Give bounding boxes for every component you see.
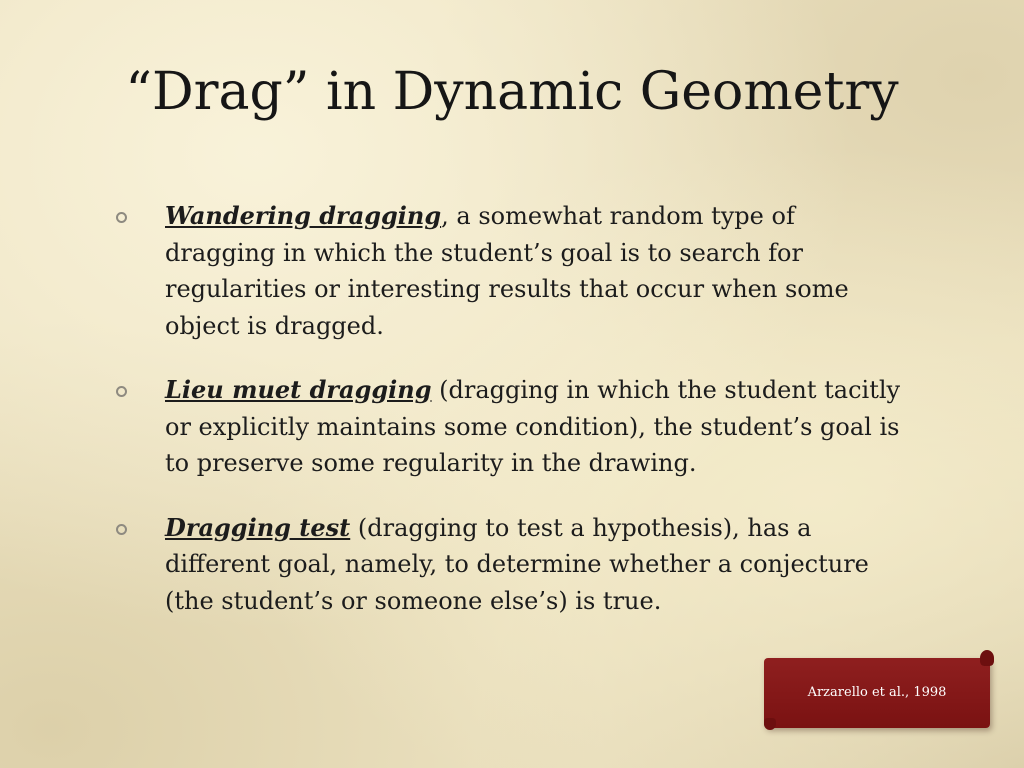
hollow-circle-icon — [116, 212, 127, 223]
bullet-text: , a somewhat random type of dragging in which the student’s goal is to search for regularities or interesting results that occur when some object is dragged. — [165, 202, 849, 340]
citation-text: Arzarello et al., 1998 — [807, 685, 947, 700]
bullet-list — [110, 198, 910, 647]
bullet-text: (dragging in which the student tacitly or explicitly maintains some condition), the student’s goal is to preserve some regularity in the drawing. — [165, 376, 901, 477]
citation-callout — [764, 650, 994, 730]
bullet-term: Lieu muet dragging — [165, 375, 432, 404]
bullet-item-wandering-dragging — [110, 198, 910, 344]
bullet-item-dragging-test — [110, 510, 910, 620]
bullet-text: (dragging to test a hypothesis), has a different goal, namely, to determine whether a conjecture (the student’s or someone else’s) is true. — [165, 513, 869, 615]
hollow-circle-icon — [116, 524, 127, 535]
bullet-term: Dragging test — [165, 512, 351, 542]
bullet-item-lieu-muet-dragging — [110, 372, 910, 482]
bullet-term: Wandering dragging — [165, 201, 442, 230]
hollow-circle-icon — [116, 386, 127, 397]
slide-title: “Drag” in Dynamic Geometry — [125, 62, 899, 122]
